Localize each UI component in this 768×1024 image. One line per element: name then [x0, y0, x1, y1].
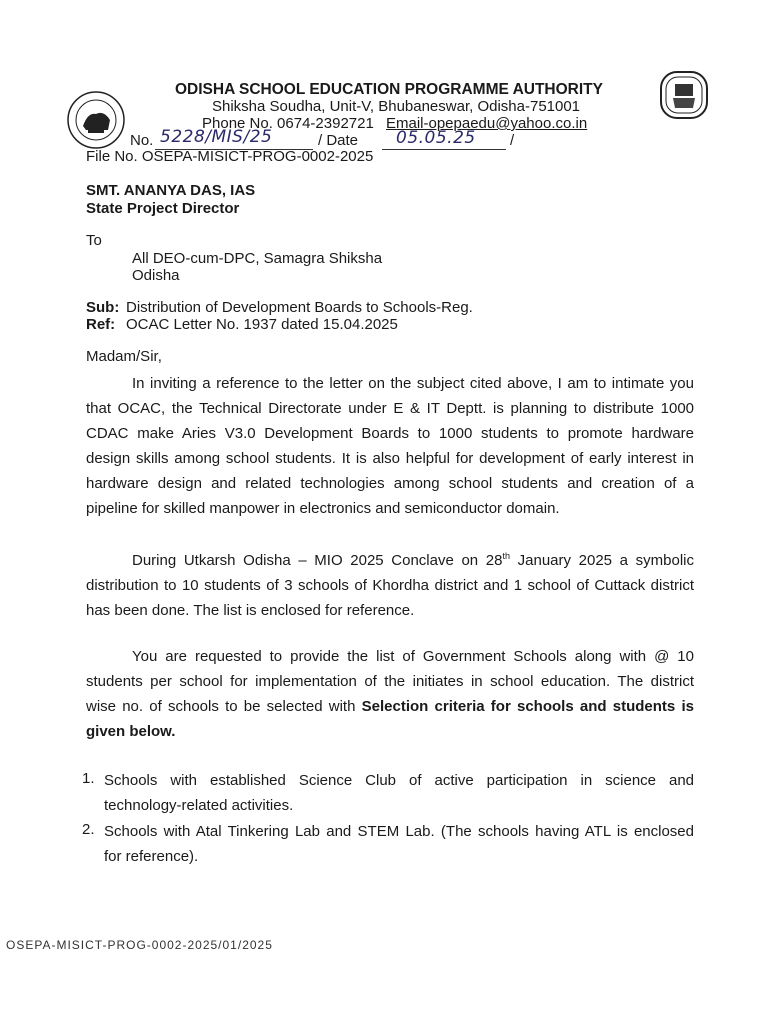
p2-line-2: distribution to 10 students of 3 schools of Khordha district and 1 school of Cuttack district — [86, 577, 694, 594]
list-item-1 — [104, 768, 694, 818]
odisha-emblem-icon — [66, 90, 126, 150]
org-address: Shiksha Soudha, Unit-V, Bhubaneswar, Odisha-751001 — [212, 98, 581, 115]
p1-line-4: design skills among school students. It is also helpful for development of early interest in — [86, 450, 694, 467]
sender-designation: State Project Director — [86, 200, 240, 217]
date-value: 05.05.25 — [396, 128, 476, 148]
subject-label: Sub: — [86, 299, 120, 316]
org-phone: Phone No. 0674-2392721 — [202, 115, 374, 132]
date-label: / Date — [318, 132, 359, 149]
p1-line-2: that OCAC, the Technical Directorate under E & IT Deptt. is planning to distribute 1000 — [86, 400, 694, 417]
sender-name: SMT. ANANYA DAS, IAS — [86, 182, 256, 199]
paragraph-3 — [86, 644, 694, 744]
p2-line-3: has been done. The list is enclosed for reference. — [86, 602, 415, 619]
ref-label: Ref: — [86, 316, 116, 333]
p1-line-6: pipeline for skilled manpower in electronics and semiconductor domain. — [86, 500, 560, 517]
recipient-line-2: Odisha — [132, 267, 180, 284]
list-item-2-number: 2. — [82, 821, 95, 838]
p3-text-bold: Selection criteria for schools and students is — [361, 698, 694, 715]
list-item-2-line-2: for reference). — [104, 848, 199, 865]
p3-text-a: wise no. of schools to be selected with — [86, 698, 362, 715]
to-label: To — [86, 232, 102, 249]
p2-line-1 — [86, 544, 694, 573]
date-underline — [382, 149, 506, 150]
p1-line-1: In inviting a reference to the letter on the subject cited above, I am to intimate you — [132, 375, 694, 392]
letter-no-label: No. — [130, 132, 154, 149]
letter-no-value: 5228/MIS/25 — [160, 127, 273, 147]
list-item-1-number: 1. — [82, 770, 95, 787]
footer-cut-text: OSEPA-MISICT-PROG-0002-2025/01/2025 — [6, 938, 273, 952]
org-name: ODISHA SCHOOL EDUCATION PROGRAMME AUTHORITY — [175, 81, 603, 98]
ref-text: OCAC Letter No. 1937 dated 15.04.2025 — [126, 316, 398, 333]
p3-line-2: students per school for implementation of the initiates in school education. The district — [86, 673, 694, 690]
p2-text-b: January 2025 a symbolic — [510, 552, 694, 569]
p1-line-3: CDAC make Aries V3.0 Development Boards to 1000 students to promote hardware — [86, 425, 694, 442]
p2-sup: th — [502, 551, 510, 561]
p3-line-4: given below. — [86, 723, 176, 740]
paragraph-2 — [86, 544, 694, 623]
list-item-2-line-1: Schools with Atal Tinkering Lab and STEM Lab. (The schools having ATL is enclosed — [104, 823, 694, 840]
org-email: Email-opepaedu@yahoo.co.in — [386, 115, 588, 132]
file-number: File No. OSEPA-MISICT-PROG-0002-2025 — [86, 148, 374, 165]
list-item-2 — [104, 819, 694, 869]
date-slash: / — [510, 132, 515, 149]
subject-text: Distribution of Development Boards to Schools-Reg. — [126, 299, 473, 316]
p2-text-a: During Utkarsh Odisha – MIO 2025 Conclave on 28 — [132, 552, 503, 569]
list-item-1-line-2: technology-related activities. — [104, 797, 294, 814]
salutation: Madam/Sir, — [86, 348, 162, 365]
footer-cut-text-clip — [6, 938, 273, 952]
paragraph-1 — [86, 371, 694, 521]
list-item-1-line-1: Schools with established Science Club of active participation in science and — [104, 772, 694, 789]
osepa-logo-icon — [659, 70, 709, 120]
p1-line-5: hardware design and related technologies among school students and creation of a — [86, 475, 694, 492]
p3-line-1: You are requested to provide the list of Government Schools along with @ 10 — [132, 648, 694, 665]
p3-line-3 — [86, 694, 694, 719]
recipient-line-1: All DEO-cum-DPC, Samagra Shiksha — [132, 250, 383, 267]
